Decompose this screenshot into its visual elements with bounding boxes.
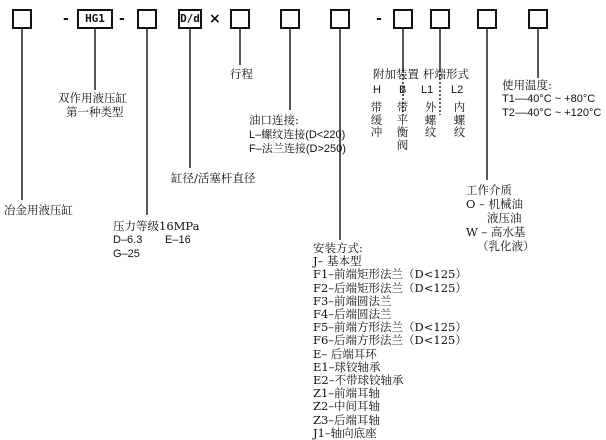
code-times: × xyxy=(209,11,221,27)
label-medium-w1: W – 高水基 xyxy=(466,225,526,239)
label-port-l: L–螺纹连接(D<220) xyxy=(249,129,346,141)
mounting-item: Z1–前端耳轴 xyxy=(313,386,381,401)
mounting-item: F2–后端矩形法兰（D<125） xyxy=(313,280,467,295)
label-double-acting-1: 双作用液压缸 xyxy=(58,91,127,105)
mounting-item: F1–前端矩形法兰（D<125） xyxy=(313,267,467,282)
code-dash-3: - xyxy=(376,11,382,27)
code-dash-1: - xyxy=(63,11,69,27)
mounting-items xyxy=(313,255,467,440)
mounting-item: J1–轴向底座 xyxy=(313,425,377,440)
label-pressure-d: D–6.3 xyxy=(113,234,143,246)
mounting-item: Z2–中间耳轴 xyxy=(313,399,381,414)
mounting-item: J– 基本型 xyxy=(313,254,362,269)
rod-l1-code: L1 xyxy=(421,84,434,96)
label-medium-o2: 液压油 xyxy=(487,211,522,225)
label-medium-o1: O – 机械油 xyxy=(466,197,523,211)
label-rod-end-title: 杆端形式 xyxy=(423,67,469,81)
label-port-title: 油口连接: xyxy=(249,113,299,127)
mounting-item: E1–球铰轴承 xyxy=(313,359,381,374)
label-stroke: 行程 xyxy=(230,67,253,81)
label-double-acting-2: 第一种类型 xyxy=(66,105,124,119)
attach-b-text: 带平衡阀 xyxy=(396,100,409,152)
mounting-item: F3–前端圆法兰 xyxy=(313,293,392,308)
mounting-title: 安装方式: xyxy=(313,241,363,255)
mounting-item: E2–不带球铰轴承 xyxy=(313,373,404,388)
label-temp-t1: T1––40°C ~ +80°C xyxy=(502,93,596,105)
code-box-temperature xyxy=(528,9,548,29)
attach-h-code: H xyxy=(373,84,381,96)
code-box-hg1: HG1 xyxy=(77,9,113,29)
label-medium-w2: （乳化液） xyxy=(477,239,535,253)
code-box-mounting xyxy=(330,9,350,29)
label-temp-t2: T2––40°C ~ +120°C xyxy=(502,107,602,119)
rod-l2-code: L2 xyxy=(451,84,464,96)
label-metallurgy: 冶金用液压缸 xyxy=(4,203,73,217)
code-box-bore: D/d xyxy=(178,9,202,29)
label-pressure-g: G–25 xyxy=(113,248,140,260)
attach-h-text: 带缓冲 xyxy=(370,100,383,139)
code-dash-2: - xyxy=(119,11,125,27)
label-bore: 缸径/活塞杆直径 xyxy=(171,171,256,185)
label-temp-title: 使用温度: xyxy=(502,78,552,92)
label-medium-title: 工作介质 xyxy=(466,183,512,197)
mounting-list xyxy=(313,242,467,440)
attach-b-code: B xyxy=(399,84,407,96)
mounting-item: F5–前端方形法兰（D<125） xyxy=(313,320,467,335)
code-box-rod-end xyxy=(430,9,450,29)
code-box-pressure xyxy=(137,9,157,29)
label-pressure-title: 压力等级16MPa xyxy=(113,219,200,233)
mounting-item: F6–后端方形法兰（D<125） xyxy=(313,333,467,348)
label-attach-title: 附加装置 xyxy=(373,67,419,81)
code-box-medium xyxy=(477,9,497,29)
rod-l1-text: 外螺纹 xyxy=(424,100,437,139)
label-port-f: F–法兰连接(D>250) xyxy=(249,143,346,155)
mounting-item: F4–后端圆法兰 xyxy=(313,307,392,322)
code-box-metallurgy xyxy=(12,9,32,29)
mounting-item: E– 后端耳环 xyxy=(313,346,377,361)
rod-l2-text: 内螺纹 xyxy=(453,100,466,139)
mounting-item: Z3–后端耳轴 xyxy=(313,412,381,427)
code-box-attachment xyxy=(393,9,413,29)
code-box-stroke xyxy=(230,9,250,29)
code-box-port xyxy=(280,9,300,29)
label-pressure-e: E–16 xyxy=(165,234,191,246)
